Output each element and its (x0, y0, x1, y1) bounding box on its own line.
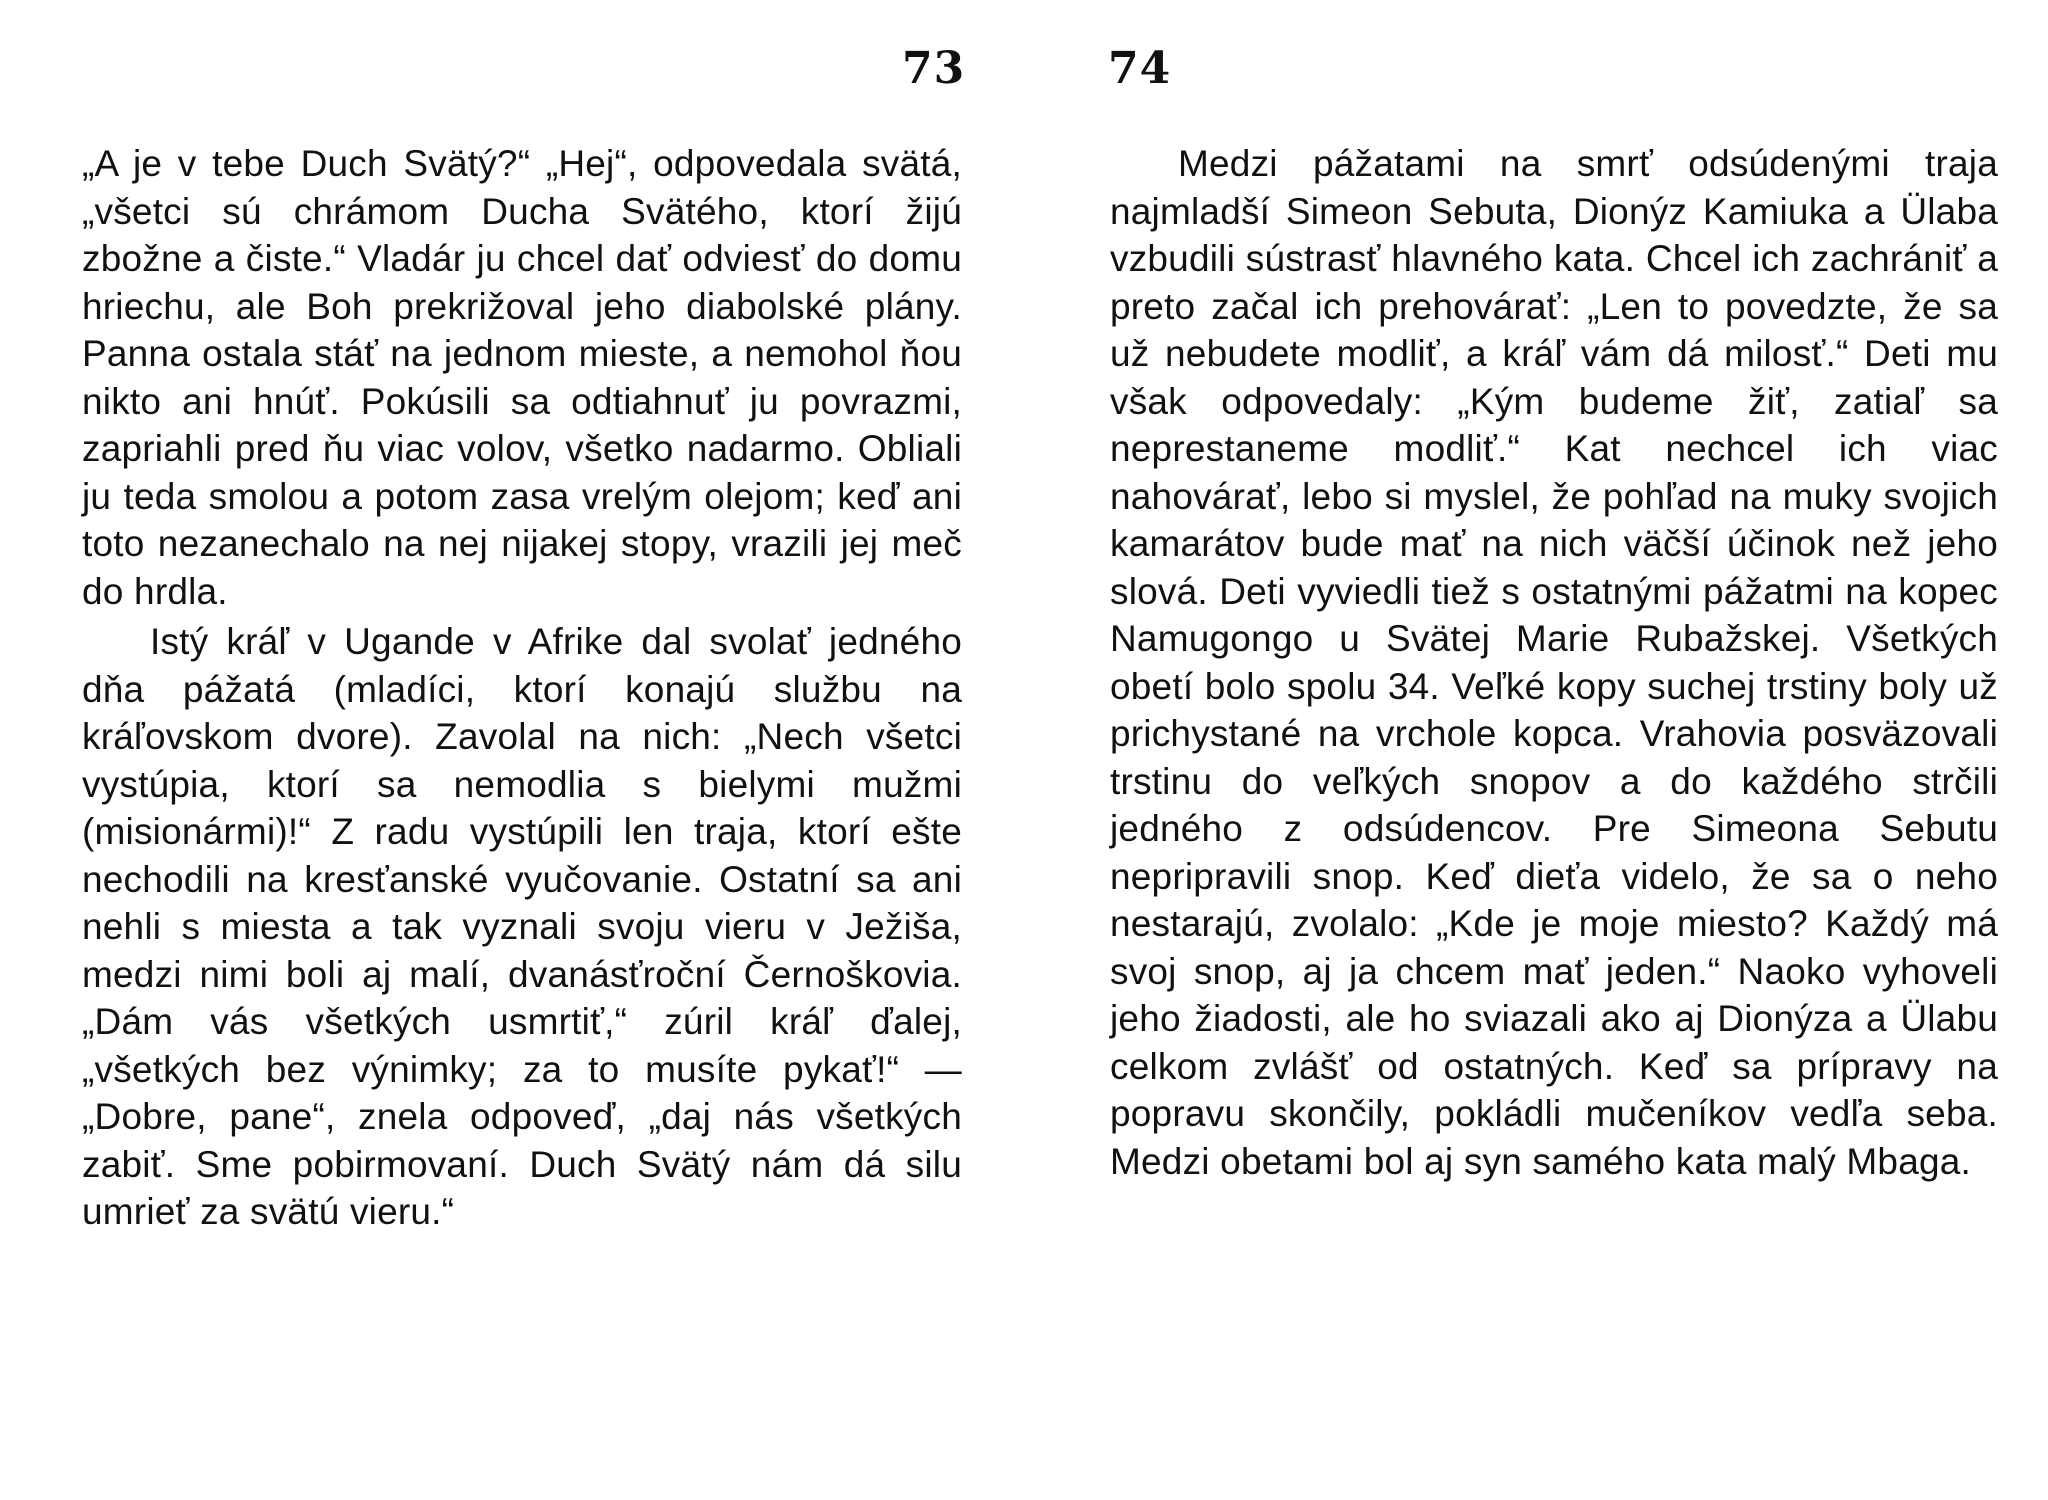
left-page-text (82, 140, 962, 1236)
page-number-left: 73 (902, 43, 966, 94)
right-paragraph-1: Medzi pážatami na smrť odsúdenými traja najmladší Simeon Sebuta, Dionýz Kamiuka a Ülaba vzbudili sústrasť hlavného kata. Chcel ich zachrániť a preto začal ich prehovárať: „Len to povedzte, že sa už nebudete modliť, a kráľ vám dá milosť.“ Deti mu však odpovedaly: „Kým budeme žiť, zatiaľ sa neprestaneme modliť.“ Kat nechcel ich viac nahovárať, lebo si myslel, že pohľad na muky svojich kamarátov bude mať na nich väčší účinok než jeho slová. Deti vyviedli tiež s ostatnými pážatmi na kopec Namugongo u Svätej Marie Rubažskej. Všetkých obetí bolo spolu 34. Veľké kopy suchej trstiny boly už prichystané na vrchole kopca. Vrahovia posväzovali trstinu do veľkých snopov a do každého strčili jedného z odsúdencov. Pre Simeona Sebutu nepripravili snop. Keď dieťa videlo, že sa o neho nestarajú, zvolalo: „Kde je moje miesto? Každý má svoj snop, aj ja chcem mať jeden.“ Naoko vyhoveli jeho žiadosti, ale ho sviazali ako aj Dionýza a Ülabu celkom zvlášť od ostatných. Keď sa prípravy na popravu skončily, pokládli mučeníkov vedľa seba. Medzi obetami bol aj syn samého kata malý Mbaga. (1110, 143, 1998, 1182)
right-page-text (1110, 140, 1998, 1185)
left-paragraph-2: Istý kráľ v Ugande v Afrike dal svolať jedného dňa pážatá (mladíci, ktorí konajú službu na kráľovskom dvore). Zavolal na nich: „Nech všetci vystúpia, ktorí sa nemodlia s bielymi mužmi (misionármi)!“ Z radu vystúpili len traja, ktorí ešte nechodili na kresťanské vyučovanie. Ostatní sa ani nehli s miesta a tak vyznali svoju vieru v Ježiša, medzi nimi boli aj malí, dvanásťroční Černoškovia. „Dám vás všetkých usmrtiť,“ zúril kráľ ďalej, „všetkých bez výnimky; za to musíte pykať!“ — „Dobre, pane“, znela odpoveď, „daj nás všetkých zabiť. Sme pobirmovaní. Duch Svätý nám dá silu umrieť za svätú vieru.“ (82, 621, 962, 1232)
left-paragraph-1: „A je v tebe Duch Svätý?“ „Hej“, odpovedala svätá, „všetci sú chrámom Ducha Svätého, ktorí žijú zbožne a čiste.“ Vladár ju chcel dať odviesť do domu hriechu, ale Boh prekrižoval jeho diabolské plány. Panna ostala stáť na jednom mieste, a nemohol ňou nikto ani hnúť. Pokúsili sa odtiahnuť ju povrazmi, zapriahli pred ňu viac volov, všetko nadarmo. Obliali ju teda smolou a potom zasa vrelým olejom; keď ani toto nezanechalo na nej nijakej stopy, vrazili jej meč do hrdla. (82, 143, 962, 612)
page-number-right: 74 (1108, 43, 1172, 94)
